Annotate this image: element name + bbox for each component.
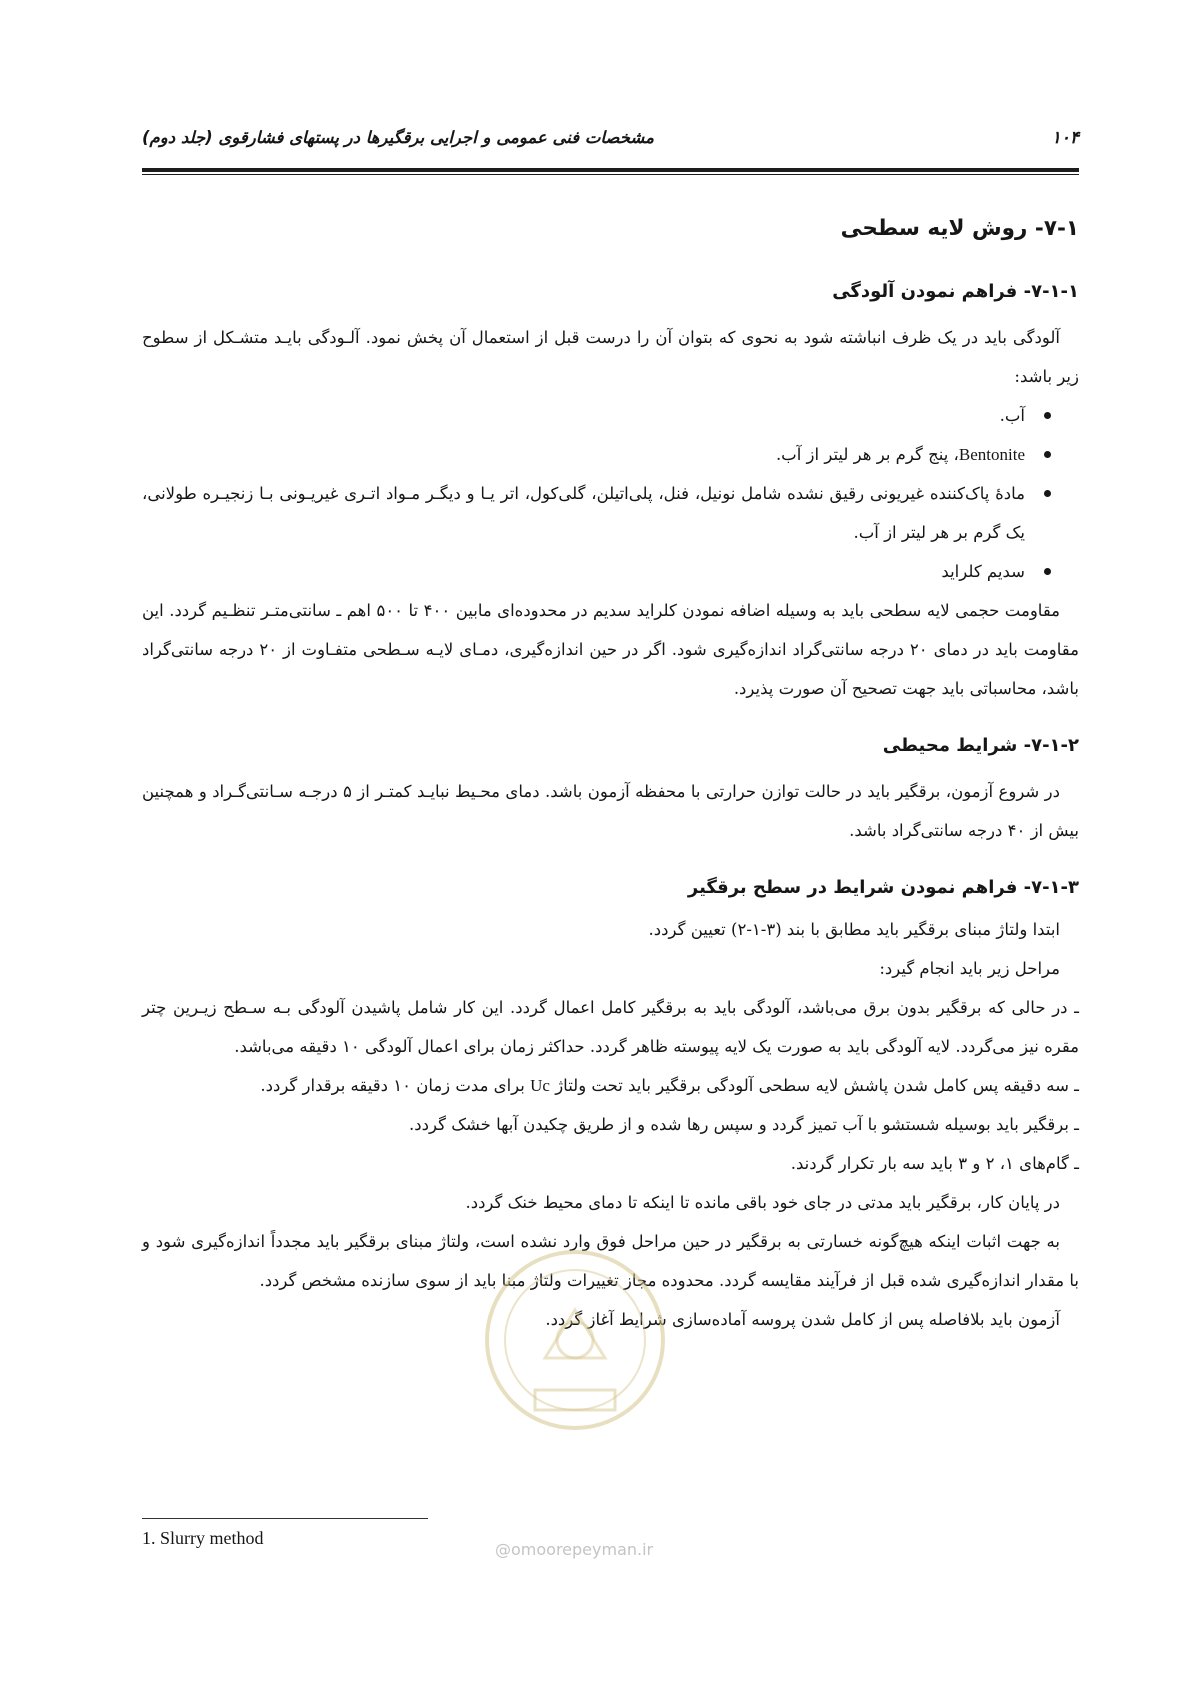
paragraph-cooling: در پایان کار، برقگیر باید مدتی در جای خود باقی مانده تا اینکه تا دمای محیط خنک گردد.	[465, 1193, 1060, 1212]
paragraph-verification: به جهت اثبات اینکه هیچ‌گونه خسارتی به برقگیر در حین مراحل فوق وارد نشده است، ولتاژ مبنای برقگیر باید مجدداً اندازه‌گیری شود و با مقدار اندازه‌گیری شده قبل از فرآیند مقایسه گردد. محدوده مجاز تغییرات ولتاژ مبنا باید از سوی سازنده مشخص گردد.	[142, 1232, 1079, 1290]
paragraph-steps-intro: مراحل زیر باید انجام گیرد:	[879, 959, 1060, 978]
bullet-icon	[1044, 568, 1051, 575]
footnote: 1. Slurry method	[142, 1528, 264, 1548]
list-item-latin-term: Bentonite	[958, 445, 1025, 464]
paragraph-step-2	[142, 1066, 1079, 1105]
paragraph-step-repeat: ـ گام‌های ۱، ۲ و ۳ باید سه بار تکرار گردند.	[790, 1154, 1079, 1173]
paragraph-step-1: ـ در حالی که برقگیر بدون برق می‌باشد، آلودگی باید به برقگیر کامل اعمال گردد. این کار شامل پاشیدن آلودگی بـه سـطح زیـرین چتر مقره نیز می‌گردد. لایه آلودگی باید به صورت یک لایه پیوسته ظاهر گردد. حداکثر زمان برای اعمال آلودگی ۱۰ دقیقه می‌باشد.	[142, 998, 1079, 1056]
bullet-icon	[1044, 412, 1051, 419]
bullet-icon	[1044, 490, 1051, 497]
header-rule-thin	[142, 174, 1079, 175]
paragraph-ambient: در شروع آزمون، برقگیر باید در حالت توازن حرارتی با محفظه آزمون باشد. دمای محـیط نبایـد کمتـر از ۵ درجـه سـانتی‌گـراد و همچنین بیش از ۴۰ درجه سانتی‌گراد باشد.	[142, 782, 1079, 840]
watermark-text: @omoorepeyman.ir	[495, 1540, 654, 1559]
paragraph-reference-voltage: ابتدا ولتاژ مبنای برقگیر باید مطابق با بند (۳-۱-۲) تعیین گردد.	[648, 920, 1060, 939]
list-item	[142, 474, 1051, 552]
section-heading-7-1-2: ۷-۱-۲- شرایط محیطی	[882, 735, 1079, 756]
step-2-voltage-symbol: Uc	[530, 1076, 550, 1095]
section-heading-7-1: ۷-۱- روش لایه سطحی	[840, 216, 1079, 241]
pollution-components-list	[142, 396, 1079, 591]
list-item-text: سدیم کلراید	[941, 562, 1025, 581]
section-heading-7-1-3: ۷-۱-۳- فراهم نمودن شرایط در سطح برقگیر	[687, 877, 1079, 898]
paragraph-test-start: آزمون باید بلافاصله پس از کامل شدن پروسه آماده‌سازی شرایط آغاز گردد.	[545, 1310, 1060, 1329]
list-item-text: ، پنج گرم بر هر لیتر از آب.	[775, 445, 959, 464]
list-item-text: مادهٔ پاک‌کننده غیریونی رقیق نشده شامل نونیل، فنل، پلی‌اتیلن، گلی‌کول، اتر یـا و دیگـر مـواد اتـری غیریـونی بـا زنجیـره طولانی، یک گرم بر هر لیتر از آب.	[142, 484, 1025, 542]
list-item	[142, 435, 1051, 474]
list-item-text: آب.	[999, 406, 1025, 425]
page-number: ۱۰۴	[1051, 128, 1079, 148]
footnote-rule	[142, 1518, 428, 1519]
running-header	[142, 124, 1079, 152]
paragraph-step-3: ـ برقگیر باید بوسیله شستشو با آب تمیز گردد و سپس رها شده و از طریق چکیدن آبها خشک گردد.	[409, 1115, 1079, 1134]
paragraph-resistivity: مقاومت حجمی لایه سطحی باید به وسیله اضافه نمودن کلراید سدیم در محدوده‌ای مابین ۴۰۰ تا ۵۰۰ اهم ـ سانتی‌متـر تنظـیم گردد. این مقاومت باید در دمای ۲۰ درجه سانتی‌گراد اندازه‌گیری شود. اگر در حین اندازه‌گیری، دمـای لایـه سـطحی متفـاوت از ۲۰ درجه سانتی‌گراد باشد، محاسباتی باید جهت تصحیح آن صورت پذیرد.	[142, 601, 1079, 698]
paragraph-pollution-intro: آلودگی باید در یک ظرف انباشته شود به نحوی که بتوان آن را درست قبل از استعمال آن پخش نمود. آلـودگی بایـد متشـکل از سطوح زیر باشد:	[142, 328, 1079, 386]
main-content	[142, 212, 1079, 1339]
bullet-icon	[1044, 451, 1051, 458]
list-item	[142, 396, 1051, 435]
step-2-text-a: ـ سه دقیقه پس کامل شدن پاشش لایه سطحی آلودگی برقگیر باید تحت ولتاژ	[549, 1076, 1079, 1095]
step-2-text-b: برای مدت زمان ۱۰ دقیقه برقدار گردد.	[260, 1076, 531, 1095]
header-rule-thick	[142, 168, 1079, 172]
header-title: مشخصات فنی عمومی و اجرایی برقگیرها در پستهای فشارقوی (جلد دوم)	[142, 128, 654, 147]
section-heading-7-1-1: ۷-۱-۱- فراهم نمودن آلودگی	[832, 281, 1079, 302]
list-item	[142, 552, 1051, 591]
